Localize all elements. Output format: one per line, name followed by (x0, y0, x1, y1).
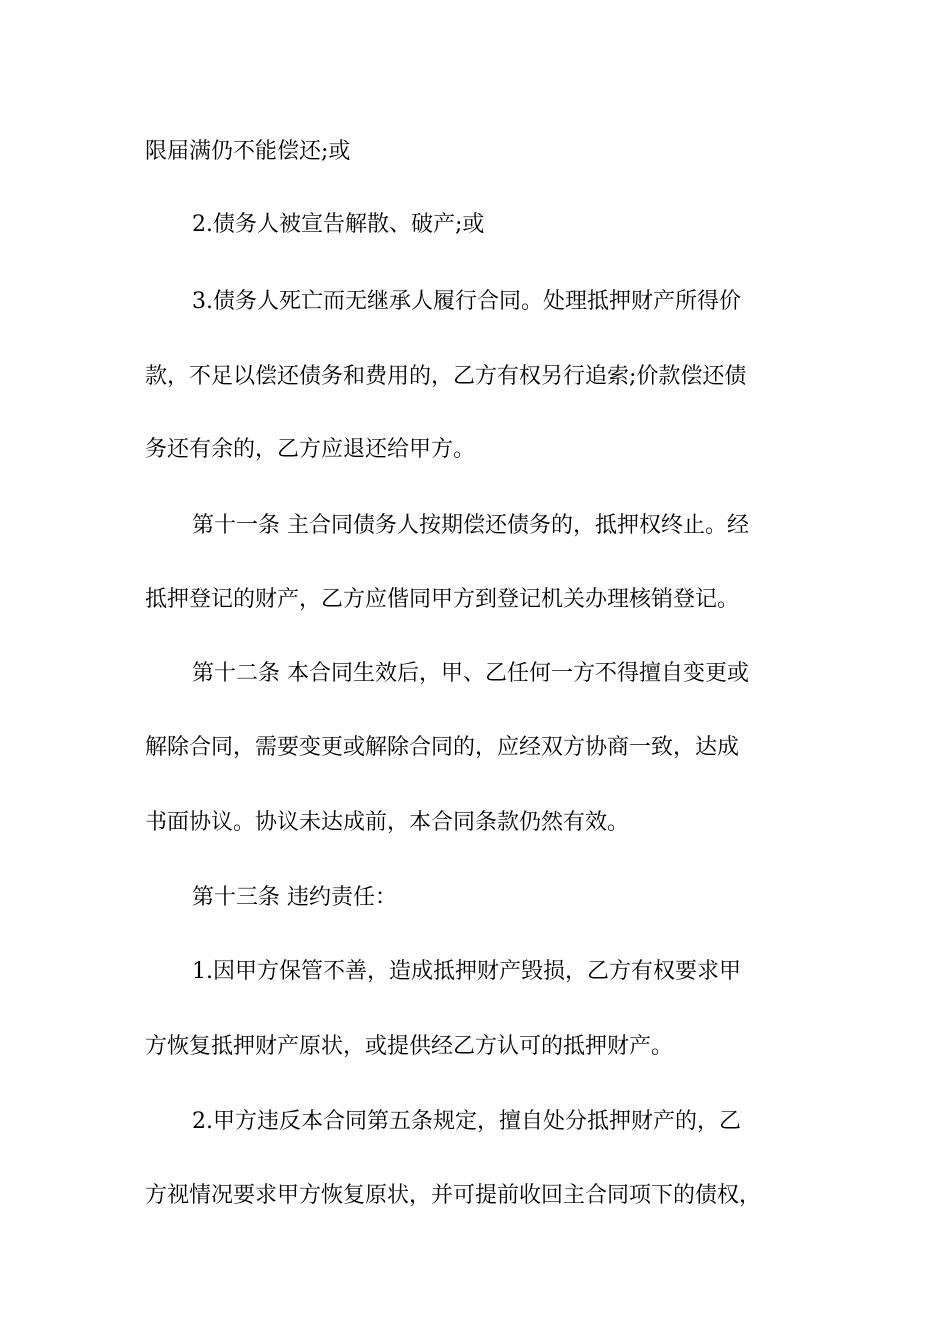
text-line-9: 解除合同，需要变更或解除合同的，应经双方协商一致，达成 (145, 735, 740, 760)
text-line-8: 第十二条 本合同生效后，甲、乙任何一方不得擅自变更或 (192, 661, 749, 686)
text-line-12: 1.因甲方保管不善，造成抵押财产毁损，乙方有权要求甲 (192, 959, 741, 984)
text-line-4: 款，不足以偿还债务和费用的，乙方有权另行追索;价款偿还债 (145, 364, 747, 389)
text-line-3: 3.债务人死亡而无继承人履行合同。处理抵押财产所得价 (192, 289, 741, 314)
text-line-7: 抵押登记的财产，乙方应偕同甲方到登记机关办理核销登记。 (145, 587, 740, 612)
text-line-11: 第十三条 违约责任： (192, 885, 397, 910)
text-line-13: 方恢复抵押财产原状，或提供经乙方认可的抵押财产。 (145, 1034, 674, 1059)
text-line-10: 书面协议。协议未达成前，本合同条款仍然有效。 (145, 810, 630, 835)
text-line-2: 2.债务人被宣告解散、破产;或 (192, 212, 485, 237)
text-line-15: 方视情况要求甲方恢复原状，并可提前收回主合同项下的债权， (145, 1183, 762, 1208)
text-line-14: 2.甲方违反本合同第五条规定，擅自处分抵押财产的，乙 (192, 1109, 741, 1134)
text-line-5: 务还有余的，乙方应退还给甲方。 (145, 437, 476, 462)
text-line-6: 第十一条 主合同债务人按期偿还债务的，抵押权终止。经 (192, 513, 749, 538)
text-line-1: 限届满仍不能偿还;或 (145, 139, 351, 164)
